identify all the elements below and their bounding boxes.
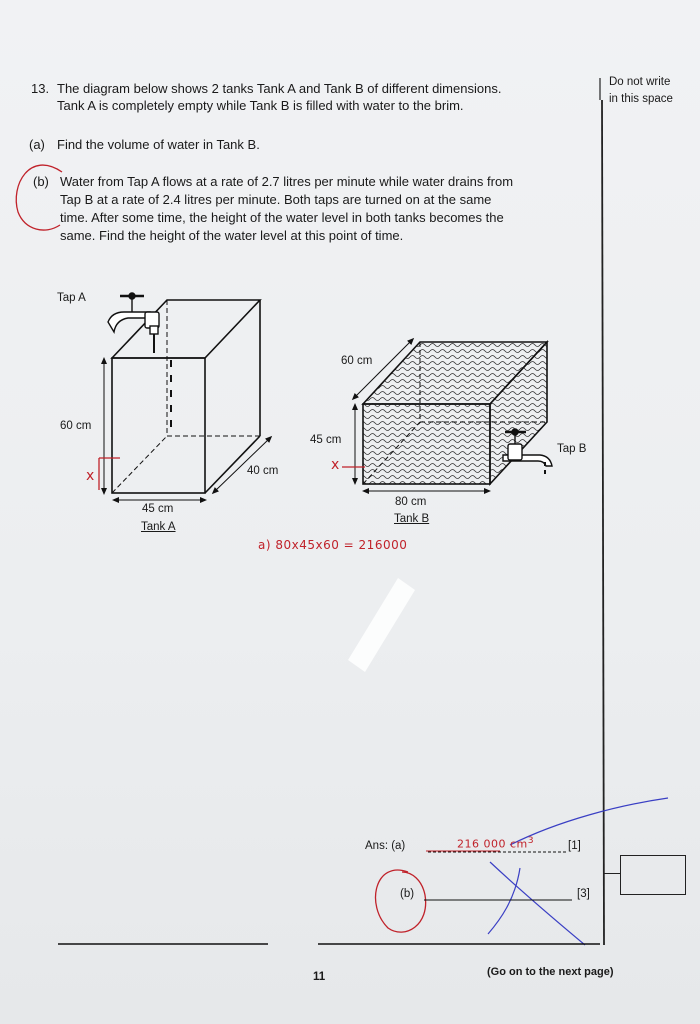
part-b-line-4: same. Find the height of the water level at this point of time. [60,228,404,243]
part-a-label: (a) [29,137,45,152]
tank-b-depth-label: 60 cm [341,355,373,367]
part-b-label: (b) [33,174,49,189]
cross-line-1 [490,862,585,945]
score-box-connector [604,873,620,874]
part-b-circle [16,165,62,230]
question-number: 13. [31,81,50,96]
answer-a-label: Ans: (a) [365,840,406,852]
answer-lines [58,852,600,944]
tap-a-icon [108,293,159,334]
answer-b-circle [376,870,426,932]
tank-b-width-label: 80 cm [395,496,427,508]
question-line-2: Tank A is completely empty while Tank B is filled with water to the brim. [57,98,464,113]
tank-a [104,300,270,500]
tank-b-name: Tank B [394,513,430,525]
tap-b-label: Tap B [557,443,587,455]
answer-b-marks: [3] [577,888,590,900]
tank-a-name: Tank A [141,521,176,533]
part-a-text: Find the volume of water in Tank B. [57,137,260,152]
tank-b-height-label: 45 cm [310,434,342,446]
part-b-line-3: time. After some time, the height of the water level in both tanks becomes the [60,210,504,225]
margin-note-line-2: in this space [609,93,673,105]
glare [348,578,415,672]
working-part-a: a) 80x45x60 = 216000 [258,538,408,552]
tank-b-x-handwritten: x [331,457,340,473]
answer-a-value: 216 000 $cm^3$ [457,835,535,851]
score-box [620,855,686,895]
tap-a-label: Tap A [57,292,86,304]
part-b-line-2: Tap B at a rate of 2.4 litres per minute. Both taps are turned on at the same [60,192,492,207]
answer-b-label: (b) [400,888,415,900]
tank-a-depth-label: 40 cm [247,465,279,477]
cross-line-2 [488,868,520,934]
question-line-1: The diagram below shows 2 tanks Tank A and Tank B of different dimensions. [57,81,502,96]
page-number: 11 [313,971,326,983]
tank-a-x-handwritten: x [86,468,95,484]
margin-note-line-1: Do not write [609,76,671,88]
go-on-next-page: (Go on to the next page) [487,966,614,978]
answer-a-marks: [1] [568,840,581,852]
margin-rule [602,100,604,945]
tank-b [354,340,547,491]
tank-a-height-label: 60 cm [60,420,92,432]
part-b-line-1: Water from Tap A flows at a rate of 2.7 litres per minute while water drains from [60,174,514,189]
tank-a-width-label: 45 cm [142,503,174,515]
